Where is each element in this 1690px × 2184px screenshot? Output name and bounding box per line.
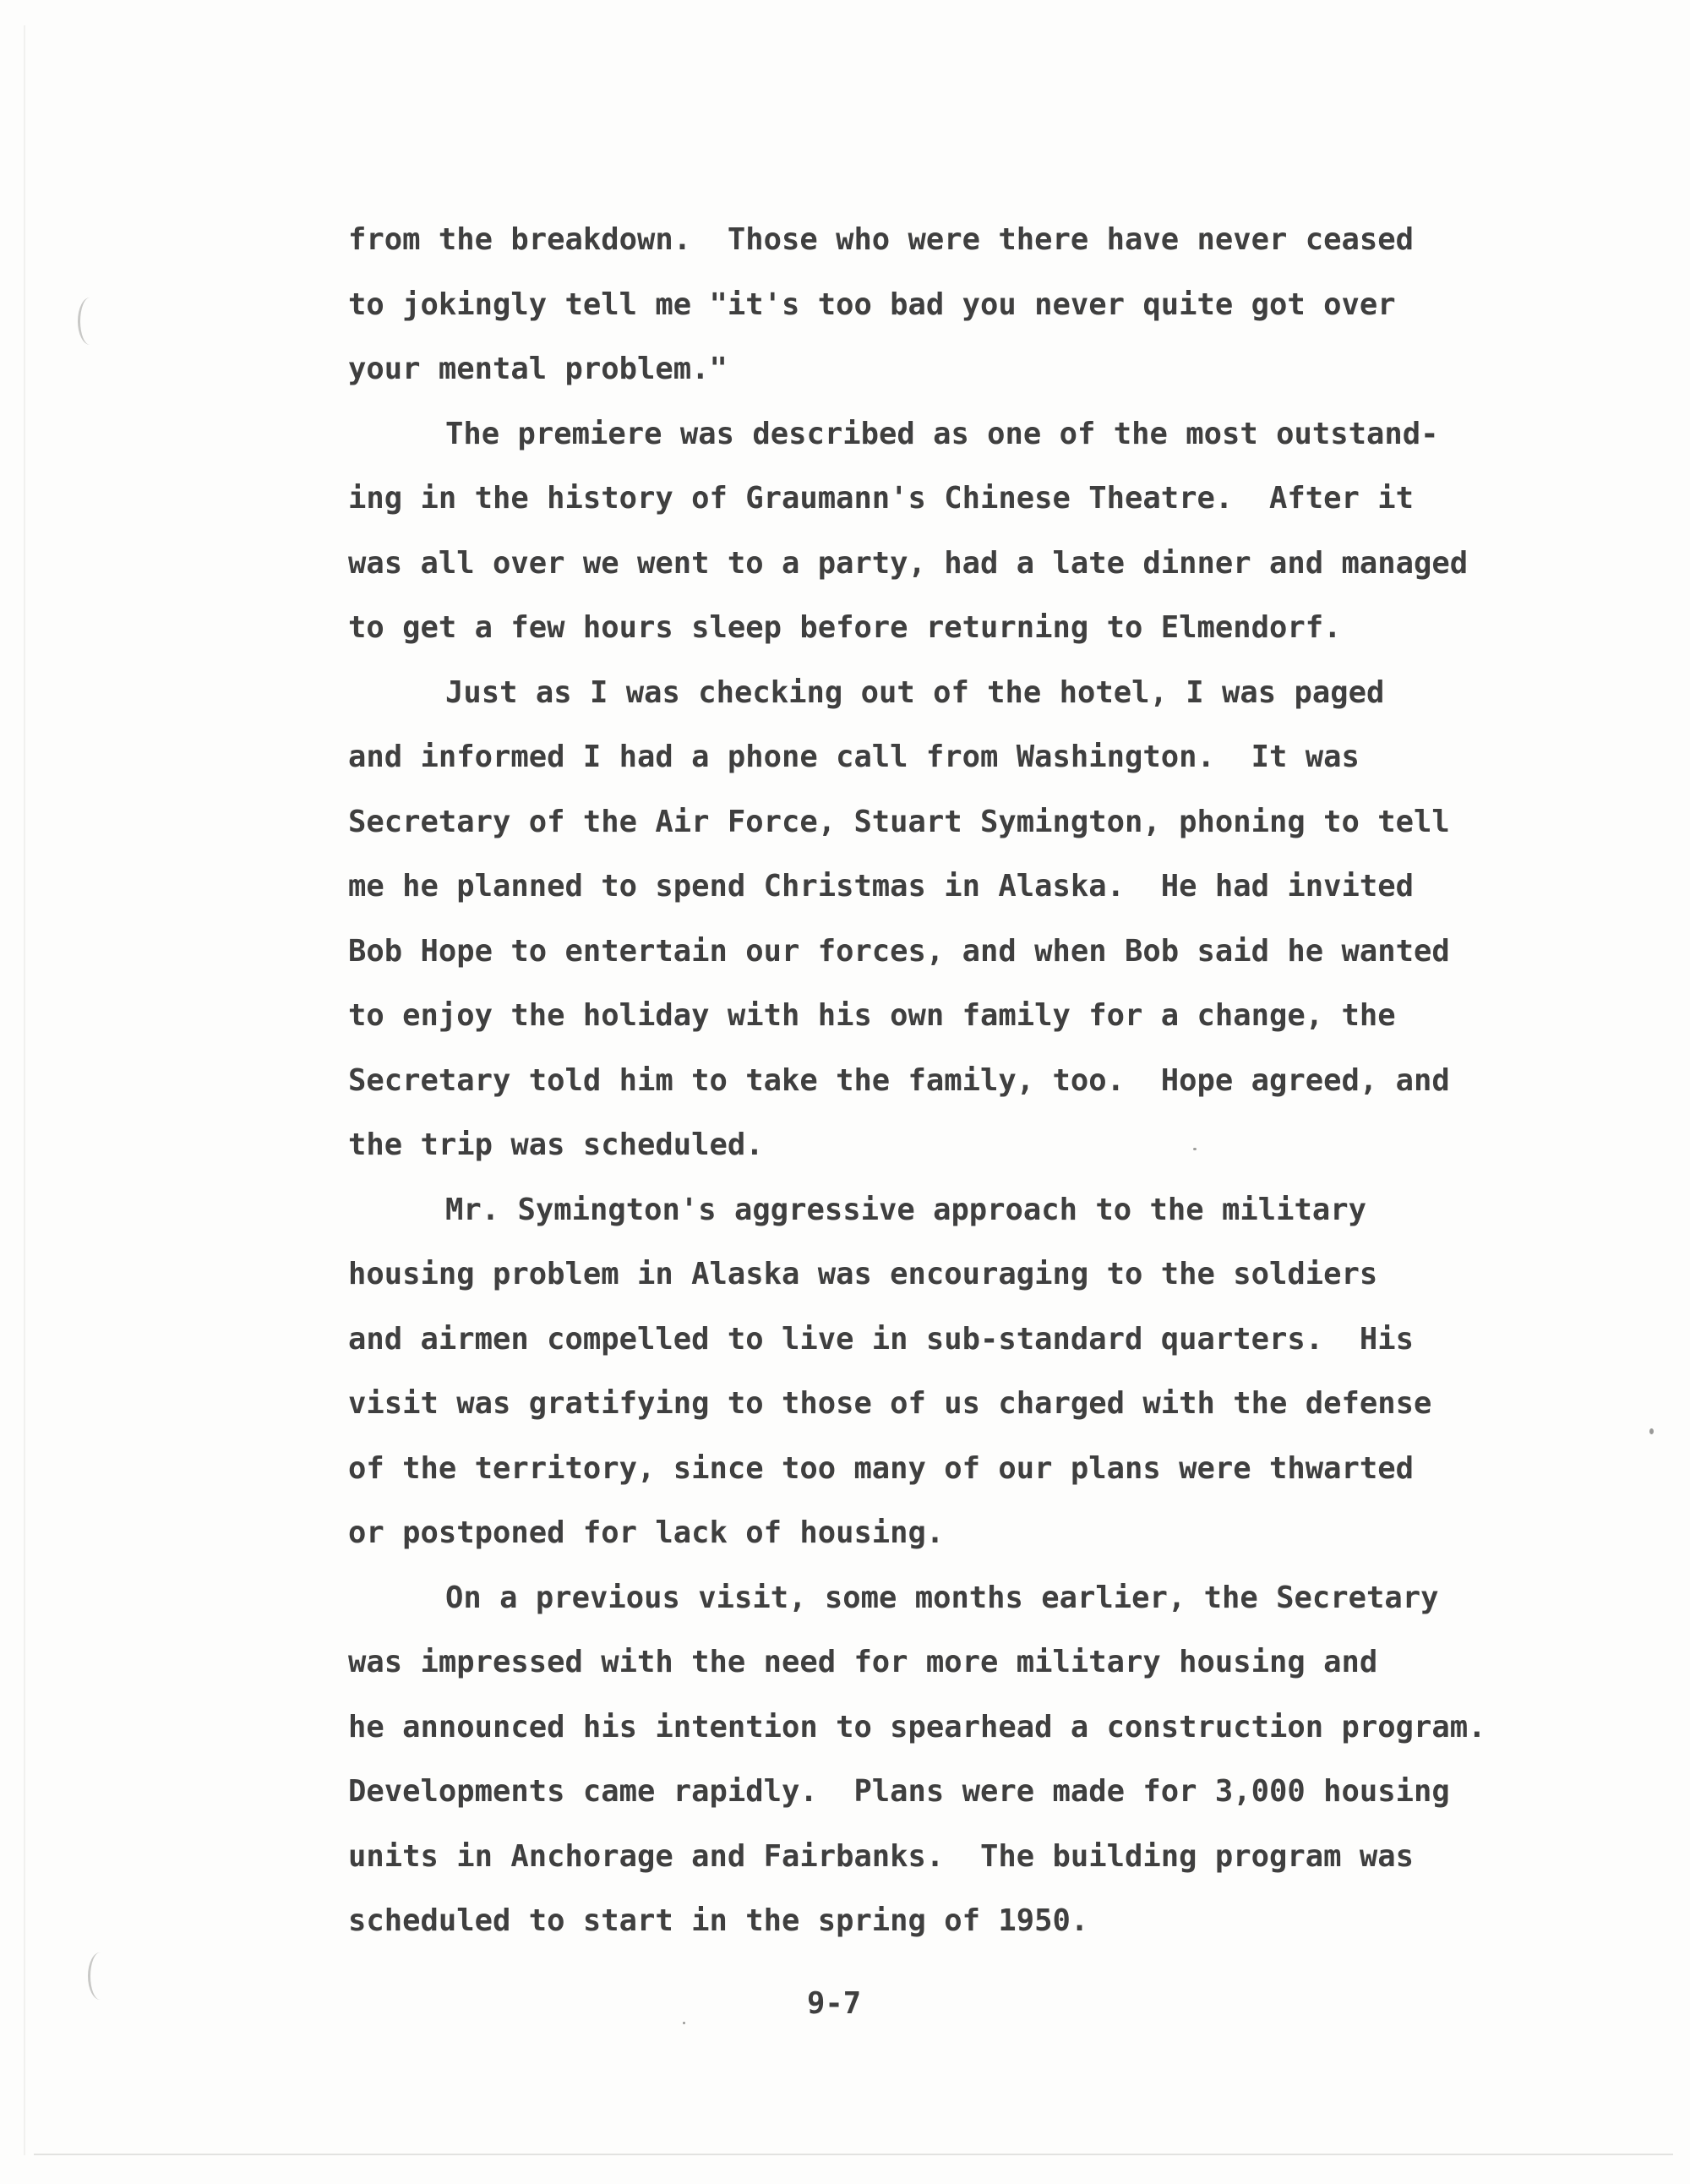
text-line: of the territory, since too many of our plans were thwarted (348, 1450, 1414, 1486)
page-edge-bottom (34, 2154, 1673, 2155)
text-line: Mr. Symington's aggressive approach to the military (445, 1192, 1367, 1227)
text-line: Secretary told him to take the family, too. Hope agreed, and (348, 1062, 1450, 1098)
text-line: On a previous visit, some months earlier, the Secretary (445, 1580, 1439, 1615)
text-line: and informed I had a phone call from Washington. It was (348, 740, 1360, 774)
text-line: he announced his intention to spearhead a construction program. (348, 1709, 1486, 1744)
paragraph (348, 1566, 1616, 1954)
paragraph (348, 1178, 1616, 1566)
text-line: scheduled to start in the spring of 1950. (348, 1903, 1089, 1938)
text-line: units in Anchorage and Fairbanks. The building program was (348, 1838, 1414, 1874)
punch-hole-mark-bottom (88, 1952, 112, 2000)
text-line: me he planned to spend Christmas in Alaska. He had invited (348, 869, 1414, 904)
text-line: Developments came rapidly. Plans were made for 3,000 housing (348, 1774, 1450, 1809)
page-edge-left (24, 25, 25, 2155)
text-line: ing in the history of Graumann's Chinese Theatre. After it (348, 481, 1414, 516)
text-line: was all over we went to a party, had a late dinner and managed (348, 545, 1469, 581)
body-text (348, 208, 1616, 1954)
text-line: was impressed with the need for more military housing and (348, 1645, 1378, 1679)
paragraph (348, 208, 1616, 402)
paragraph (348, 402, 1616, 661)
text-line: to jokingly tell me "it's too bad you never quite got over (348, 287, 1396, 322)
text-line: Bob Hope to entertain our forces, and when Bob said he wanted (348, 933, 1450, 969)
text-line: your mental problem." (348, 352, 728, 386)
text-line: and airmen compelled to live in sub-standard quarters. His (348, 1321, 1414, 1357)
text-line: The premiere was described as one of the most outstand- (445, 416, 1439, 451)
scan-speck (1649, 1428, 1654, 1434)
text-line: Secretary of the Air Force, Stuart Symington, phoning to tell (348, 804, 1450, 839)
scan-speck (683, 2022, 685, 2024)
text-line: the trip was scheduled. (348, 1127, 764, 1162)
text-line: visit was gratifying to those of us charged with the defense (348, 1386, 1432, 1421)
page-number: 9-7 (807, 1986, 862, 2021)
text-line: Just as I was checking out of the hotel, I was paged (445, 674, 1385, 710)
punch-hole-mark-top (78, 298, 102, 345)
paragraph (348, 661, 1616, 1178)
text-line: or postponed for lack of housing. (348, 1515, 945, 1550)
text-line: to get a few hours sleep before returning to Elmendorf. (348, 610, 1342, 645)
text-line: housing problem in Alaska was encouraging to the soldiers (348, 1257, 1378, 1291)
text-line: to enjoy the holiday with his own family for a change, the (348, 998, 1396, 1033)
text-line: from the breakdown. Those who were there have never ceased (348, 222, 1414, 257)
